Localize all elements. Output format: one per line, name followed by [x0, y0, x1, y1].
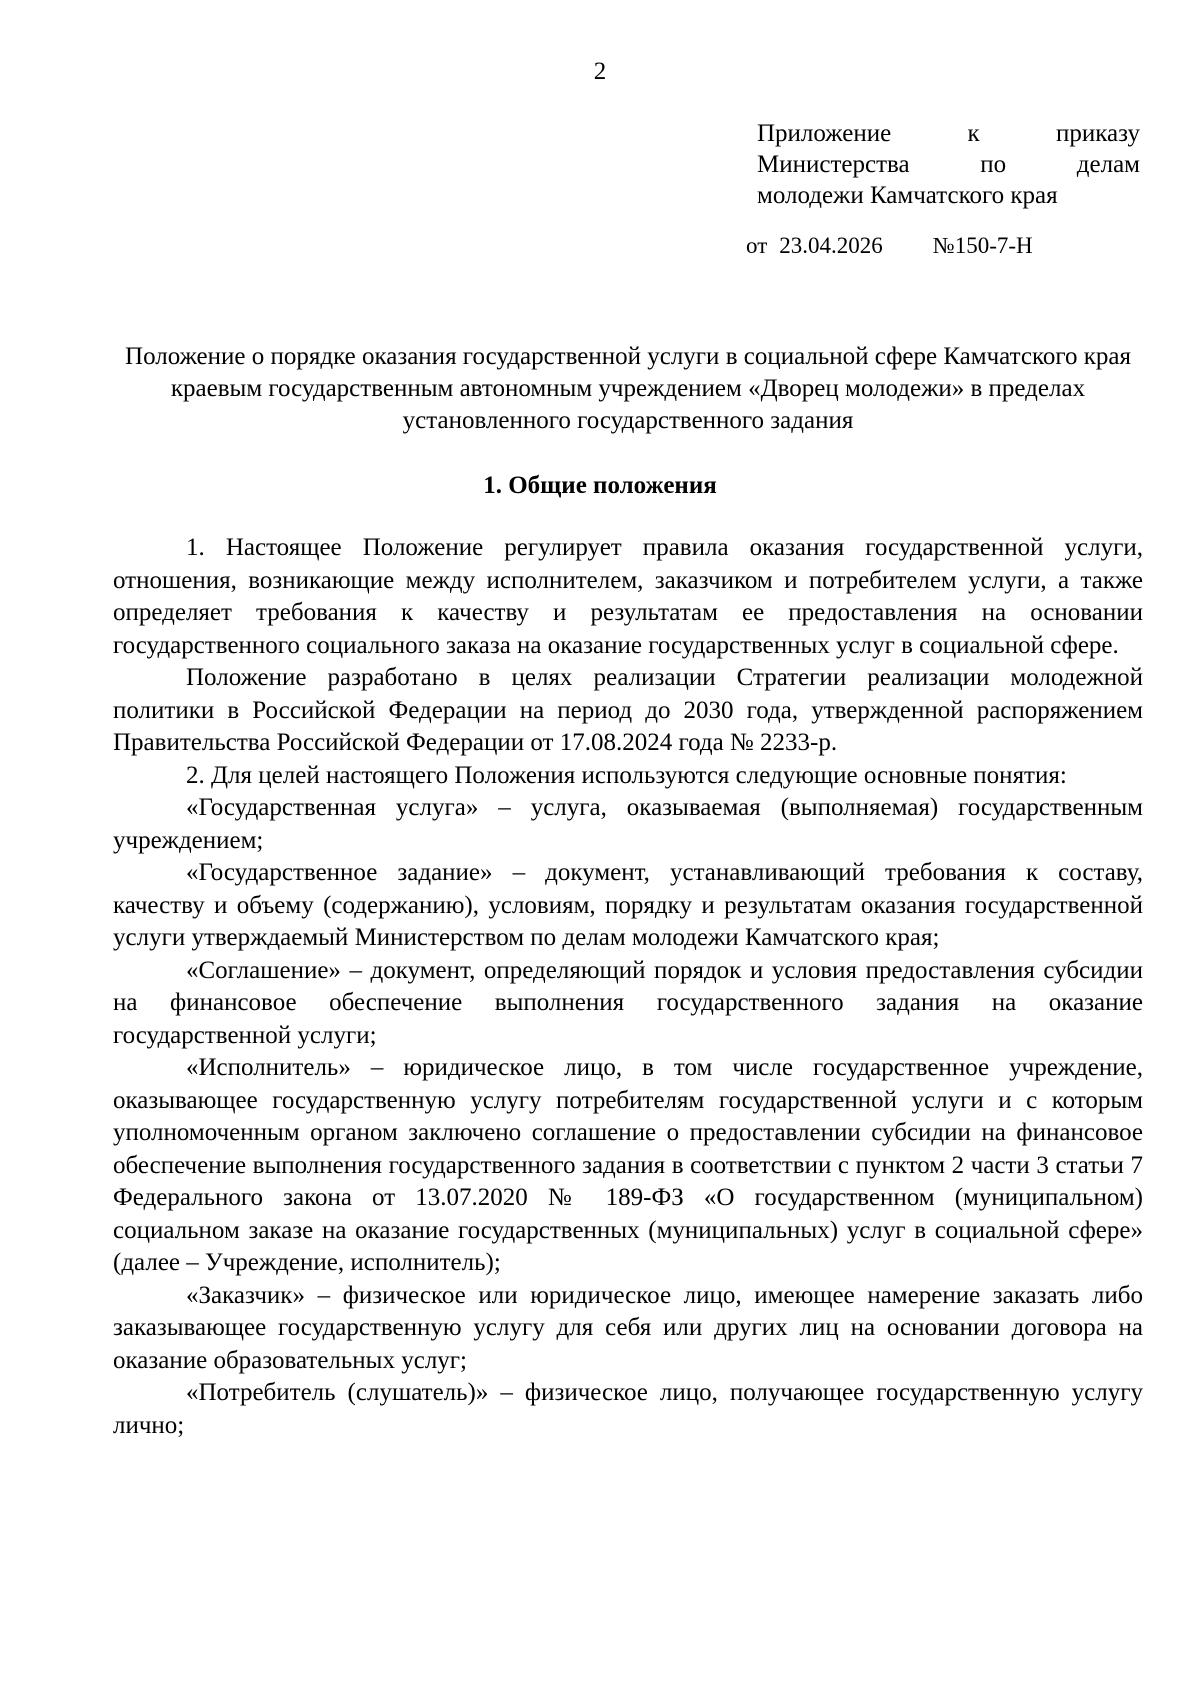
document-title: Положение о порядке оказания государственной услуги в социальной сфере Камчатского края краевым государственным автономным учреждением «Дворец молодежи» в пределах установленного государственного задания: [125, 343, 1131, 434]
paragraph: «Государственное задание» – документ, устанавливающий требования к составу, качеству и объему (содержанию), условиям, порядку и результатам оказания государственной услуги утверждаемый Министерством по делам молодежи Камчатского края;: [113, 859, 1143, 951]
order-prefix: от: [746, 233, 768, 258]
paragraph: «Исполнитель» – юридическое лицо, в том числе государственное учреждение, оказывающее государственную услугу потребителям государственной услуги и с которым уполномоченным органом заключено соглашение о предоставлении субсидии на финансовое обеспечение выполнения государственного задания в соответствии с пунктом 2 части 3 статьи 7 Федерального закона от 13.07.2020 № 189-ФЗ «О государственном (муниципальном) социальном заказе на оказание государственных (муниципальных) услуг в социальной сфере» (далее – Учреждение, исполнитель);: [113, 1054, 1143, 1276]
paragraph: 1. Настоящее Положение регулирует правила оказания государственной услуги, отношения, возникающие между исполнителем, заказчиком и потребителем услуги, а также определяет требования к качеству и результатам ее предоставления на основании государственного социального заказа на оказание государственных услуг в социальной сфере.: [113, 534, 1143, 659]
paragraph: «Соглашение» – документ, определяющий порядок и условия предоставления субсидии на финансовое обеспечение выполнения государственного задания на оказание государственной услуги;: [113, 956, 1143, 1049]
paragraph: Положение разработано в целях реализации Стратегии реализации молодежной политики в Российской Федерации на период до 2030 года, утвержденной распоряжением Правительства Российской Федерации от 17.08.2024 года № 2233-р.: [113, 664, 1143, 756]
appendix-line-1: Приложение к приказу: [757, 120, 1140, 147]
page-number: 2: [593, 58, 607, 85]
paragraph: «Государственная услуга» – услуга, оказываемая (выполняемая) государственным учреждением;: [113, 794, 1143, 854]
paragraph: «Заказчик» – физическое или юридическое лицо, имеющее намерение заказать либо заказывающее государственную услугу для себя или других лиц на основании договора на оказание образовательных услуг;: [113, 1281, 1143, 1374]
appendix-line-3: молодежи Камчатского края: [757, 182, 1058, 209]
paragraph: «Потребитель (слушатель)» – физическое лицо, получающее государственную услугу лично;: [113, 1379, 1143, 1439]
paragraph: 2. Для целей настоящего Положения используются следующие основные понятия:: [186, 761, 1067, 789]
appendix-block: [757, 118, 1140, 211]
appendix-line-2: Министерства по делам: [757, 151, 1140, 178]
section-heading: 1. Общие положения: [483, 472, 717, 499]
order-date: 23.04.2026: [779, 233, 883, 258]
body-text: [113, 532, 1143, 1442]
order-reference: [746, 233, 1033, 259]
order-number: №150-7-Н: [932, 233, 1033, 258]
